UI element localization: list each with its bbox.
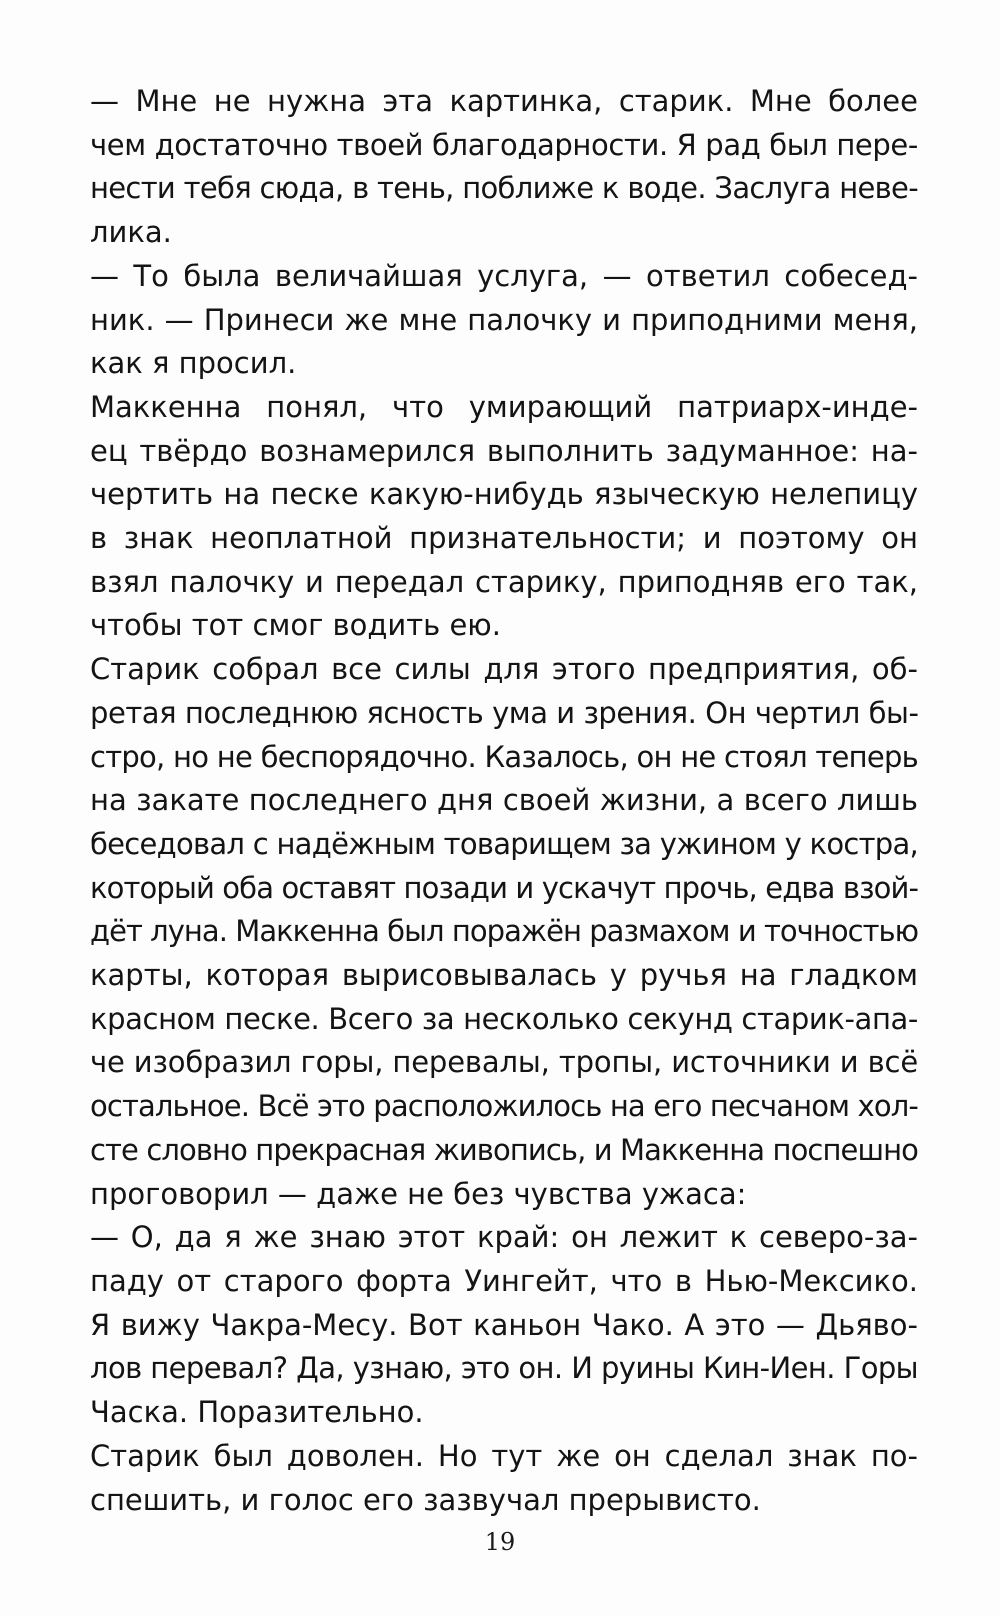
text-line: Маккенна понял, что умирающий патриарх-инде- [90, 389, 918, 424]
text-line: — Мне не нужна эта картинка, старик. Мне более [90, 84, 918, 118]
text-line: Старик собрал все силы для этого предприятия, об- [90, 652, 918, 687]
text-line: беседовал с надёжным товарищем за ужином у костра, [90, 826, 919, 861]
text-line: че изобразил горы, перевалы, тропы, источники и всё [90, 1045, 919, 1080]
page-number: 19 [484, 1528, 516, 1556]
paragraph-3 [90, 386, 918, 648]
text-line: лов перевал? Да, узнаю, это он. И руины Кин-Иен. Горы [90, 1351, 918, 1386]
text-line: сте словно прекрасная живопись, и Маккенна поспешно [90, 1132, 918, 1167]
text-line: ретая последнюю ясность ума и зрения. Он чертил бы- [90, 695, 919, 730]
paragraph-6 [90, 1435, 918, 1522]
paragraph-1 [90, 80, 918, 255]
text-line: красном песке. Всего за несколько секунд старик-апа- [90, 1001, 918, 1036]
text-line: Старик был доволен. Но тут же он сделал знак по- [90, 1438, 918, 1473]
text-line: взял палочку и передал старику, приподняв его так, [90, 564, 918, 599]
text-line: чтобы тот смог водить ею. [90, 608, 501, 643]
paragraph-5 [90, 1216, 918, 1435]
text-line: в знак неоплатной признательности; и поэтому он [90, 521, 918, 556]
text-line: нести тебя сюда, в тень, поближе к воде. Заслуга неве- [90, 171, 918, 206]
text-line: остальное. Всё это расположилось на его песчаном хол- [90, 1089, 918, 1124]
text-line: спешить, и голос его зазвучал прерывисто. [90, 1482, 761, 1517]
text-line: ец твёрдо вознамерился выполнить задуманное: на- [90, 433, 918, 468]
text-line: на закате последнего дня своей жизни, а всего лишь [90, 783, 918, 818]
text-line: паду от старого форта Уингейт, что в Нью-Мексико. [90, 1263, 918, 1298]
text-line: чертить на песке какую-нибудь языческую нелепицу [90, 477, 918, 512]
text-line: который оба оставят позади и ускачут прочь, едва взой- [90, 870, 919, 905]
text-line: карты, которая вырисовывалась у ручья на гладком [90, 958, 918, 993]
text-line: Часка. Поразительно. [90, 1395, 424, 1430]
page-text [90, 80, 918, 1522]
text-line: дёт луна. Маккенна был поражён размахом и точностью [90, 914, 919, 949]
text-line: лика. [90, 215, 172, 250]
text-line: — То была величайшая услуга, — ответил собесед- [90, 258, 918, 293]
paragraph-4 [90, 648, 918, 1216]
text-line: как я просил. [90, 346, 297, 381]
text-line: стро, но не беспорядочно. Казалось, он не стоял теперь [90, 739, 918, 774]
text-line: чем достаточно твоей благодарности. Я рад был пере- [90, 127, 918, 162]
paragraph-2 [90, 255, 918, 386]
text-line: — О, да я же знаю этот край: он лежит к северо-за- [90, 1220, 918, 1255]
text-line: проговорил — даже не без чувства ужаса: [90, 1176, 747, 1211]
text-line: Я вижу Чакра-Месу. Вот каньон Чако. А это — Дьяво- [90, 1307, 918, 1342]
text-line: ник. — Принеси же мне палочку и приподними меня, [90, 302, 918, 337]
